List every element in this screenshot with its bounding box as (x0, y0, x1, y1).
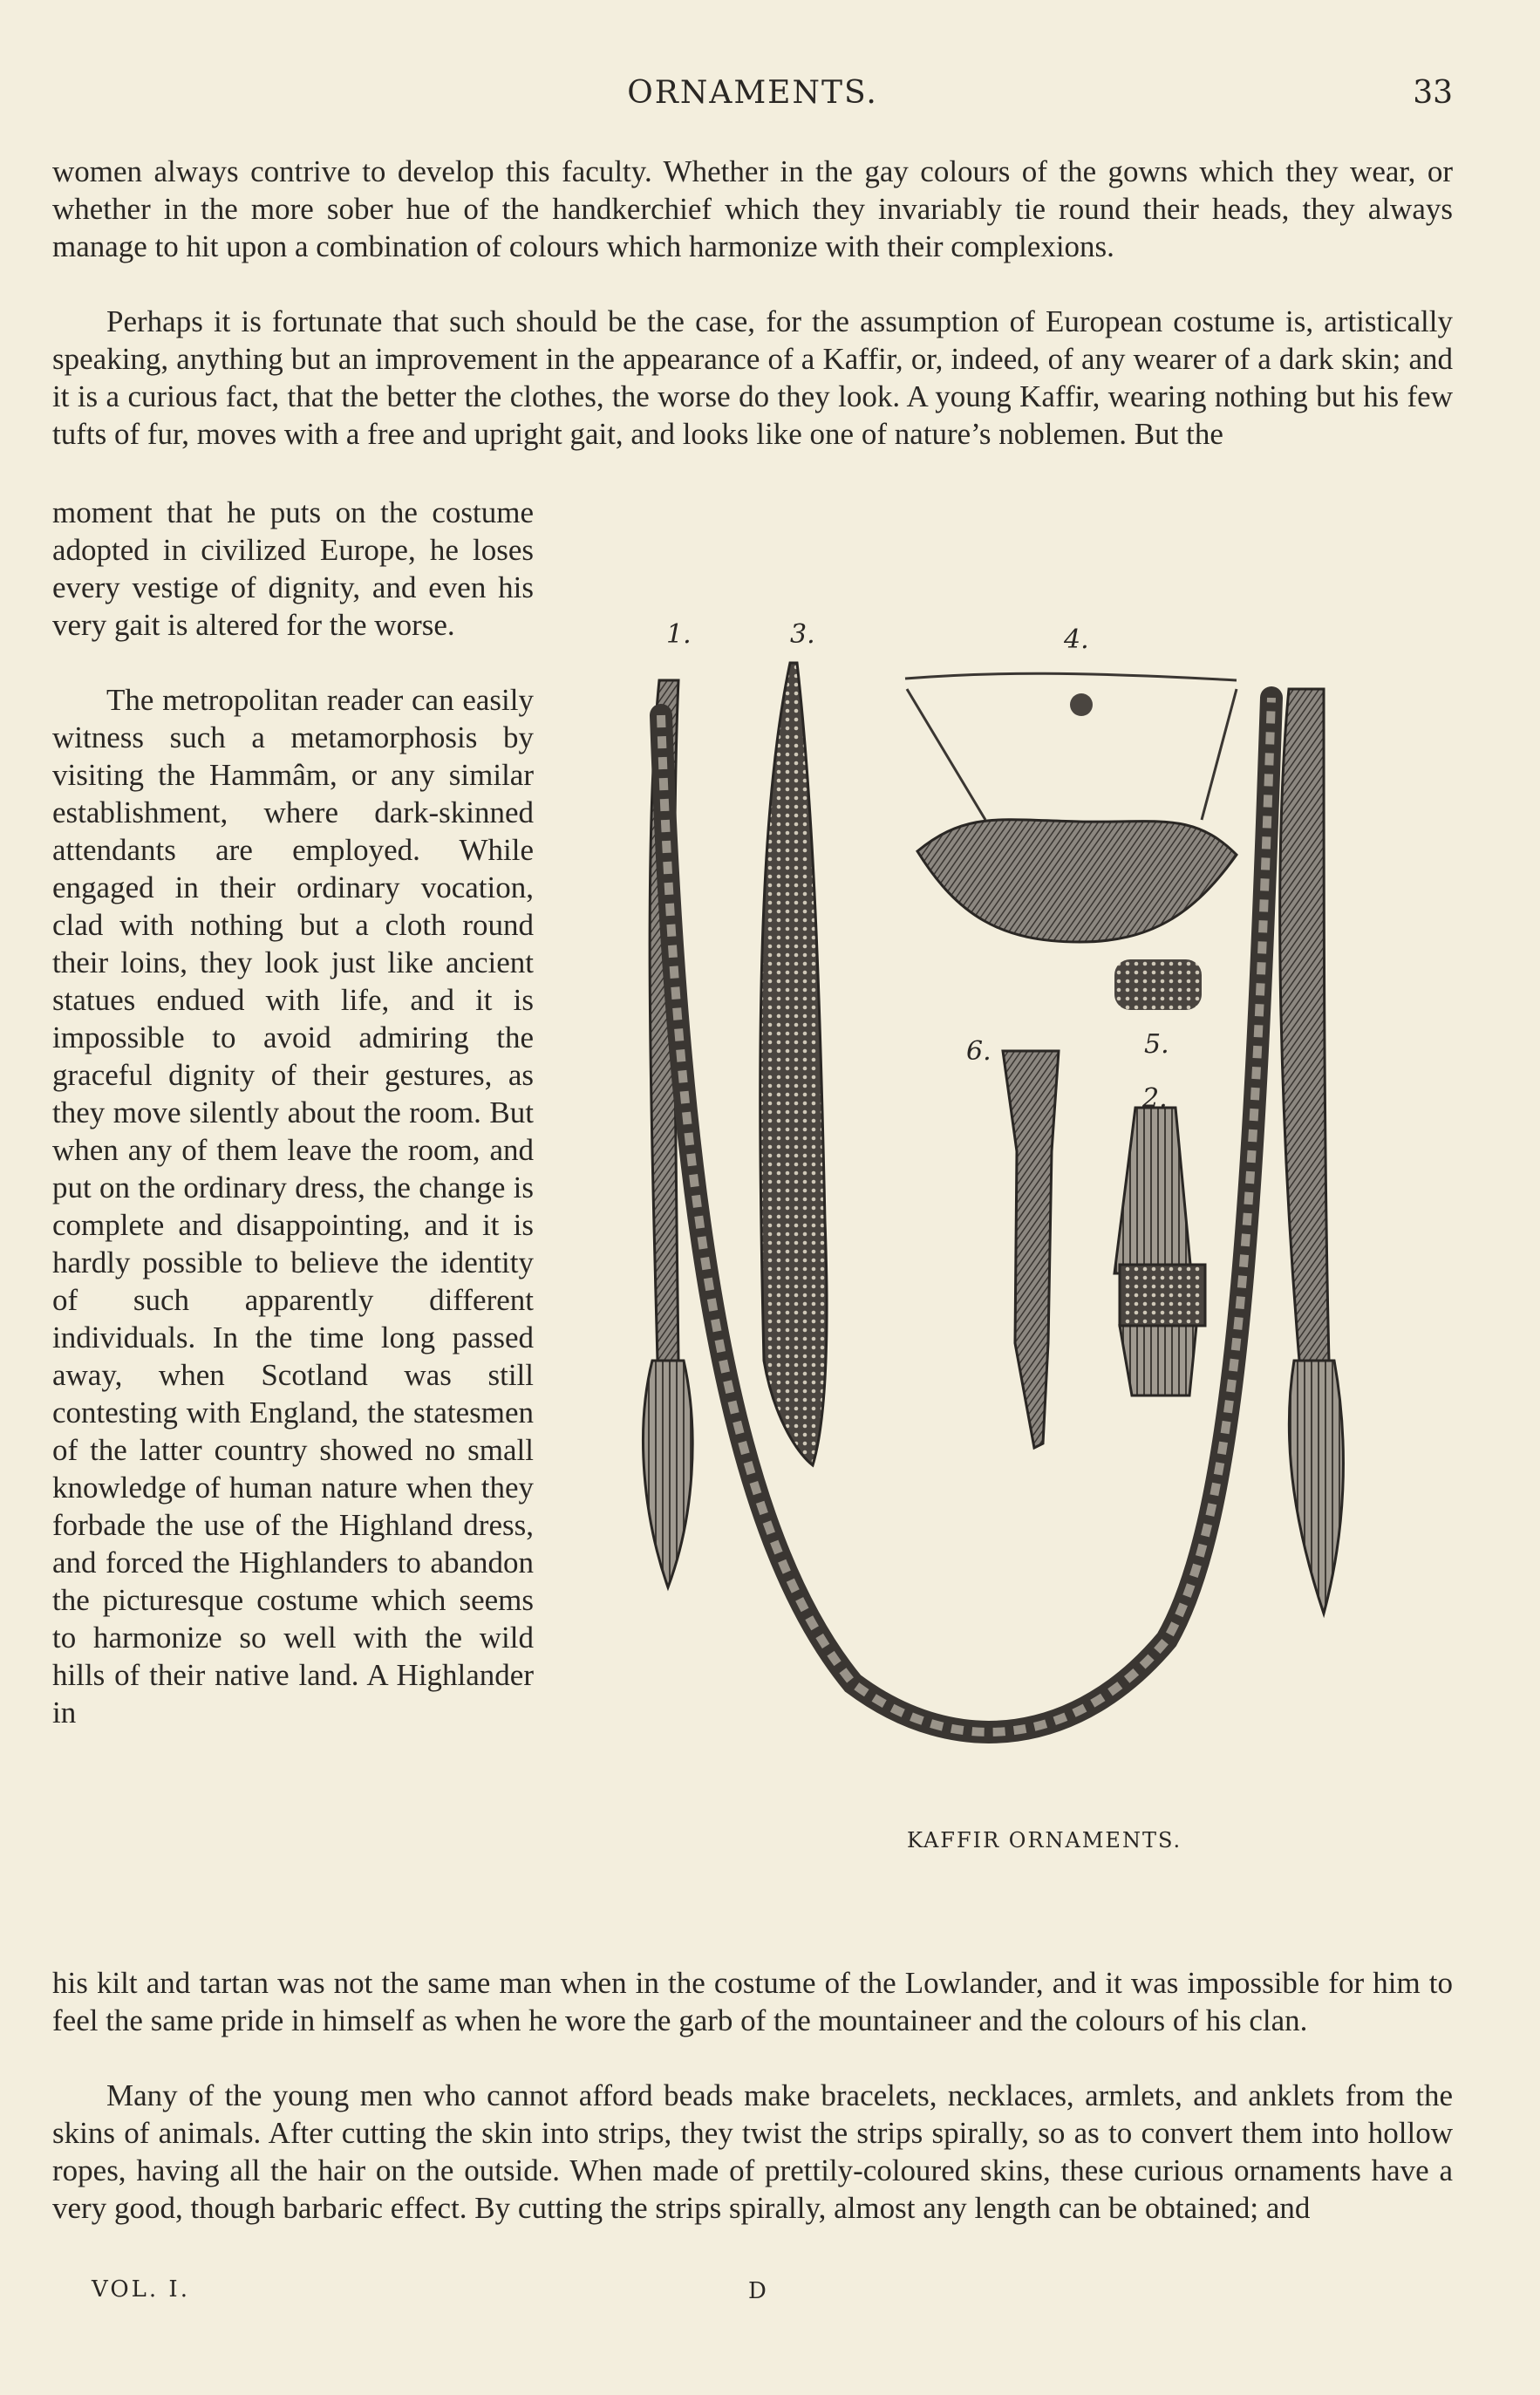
paragraph-3-continued: his kilt and tartan was not the same man when in the costume of the Lowlander, and it was impossible for him to feel the same pride in himself as when he wore the garb of the mountaineer and the colours of his clan. (52, 1966, 1453, 2037)
ornament-right-fur-strip (1280, 689, 1344, 1614)
page-header (52, 75, 1453, 119)
figure-label-3: 3. (790, 619, 815, 650)
ornament-5-bead-cluster (1114, 959, 1202, 1010)
ornament-4-collar (905, 673, 1237, 942)
paragraph-3: The metropolitan reader can easily witness such a metamorphosis by visiting the Hammâm, or any similar establishment, where dark-skinned attendants are employed. While engaged in their ordinary vocation, clad with nothing but a cloth round their loins, they look just like ancient statues endued with life, and it is impossible to avoid admiring the graceful dignity of their gestures, as they move silently about the room. But when any of them leave the room, and put on the ordinary dress, the change is complete and disappointing, and it is hardly possible to believe the identity of such apparently different individuals. In the time long passed away, when Scotland was still contesting with England, the statesmen of the latter country showed no small knowledge of human nature when they forbade the use of the Highland dress, and forced the Highlanders to abandon the picturesque costume which seems to harmonize so well with the wild hills of their native land. A Highlander in (52, 683, 534, 1730)
ornament-6-blade (1003, 1051, 1059, 1448)
paragraph-2-continued: moment that he puts on the costume adopted in civilized Europe, he loses every vestige of dignity, and even his very gait is altered for the worse. (52, 495, 534, 642)
ornament-3-beaded-strip (760, 663, 827, 1465)
signature-mark: D (748, 2278, 767, 2304)
figure-label-4: 4. (1064, 624, 1089, 655)
ornament-2-tassel (1114, 1108, 1205, 1395)
figure-label-1: 1. (666, 619, 692, 650)
figure-caption: KAFFIR ORNAMENTS. (907, 1828, 1182, 1853)
ornaments-engraving (626, 611, 1428, 1901)
paragraph-1: women always contrive to develop this faculty. Whether in the gay colours of the gowns which they wear, or whether in the more sober hue of the handkerchief which they invariably tie round their heads, they always manage to hit upon a combination of colours which harmonize with their complexions. (52, 154, 1453, 263)
paragraph-2: Perhaps it is fortunate that such should be the case, for the assumption of European costume is, artistically speaking, anything but an improvement in the appearance of a Kaffir, or, indeed, of any wearer of a dark skin; and it is a curious fact, that the better the clothes, the worse do they look. A young Kaffir, wearing nothing but his few tufts of fur, moves with a free and upright gait, and looks like one of nature’s noblemen. But the (52, 304, 1453, 451)
figure-label-5: 5. (1144, 1029, 1169, 1060)
volume-mark: VOL. I. (92, 2276, 190, 2303)
running-head: ORNAMENTS. (627, 75, 878, 111)
paragraph-4: Many of the young men who cannot afford beads make bracelets, necklaces, armlets, and anklets from the skins of animals. After cutting the skin into strips, they twist the strips spirally, so as to convert them into hollow ropes, having all the hair on the outside. When made of prettily-coloured skins, these curious ornaments have a very good, though barbaric effect. By cutting the strips spirally, almost any length can be obtained; and (52, 2078, 1453, 2225)
figure-label-2: 2. (1142, 1083, 1168, 1114)
page-number: 33 (1413, 75, 1453, 111)
figure-label-6: 6. (966, 1036, 991, 1067)
kaffir-ornaments-illustration (626, 611, 1428, 1901)
